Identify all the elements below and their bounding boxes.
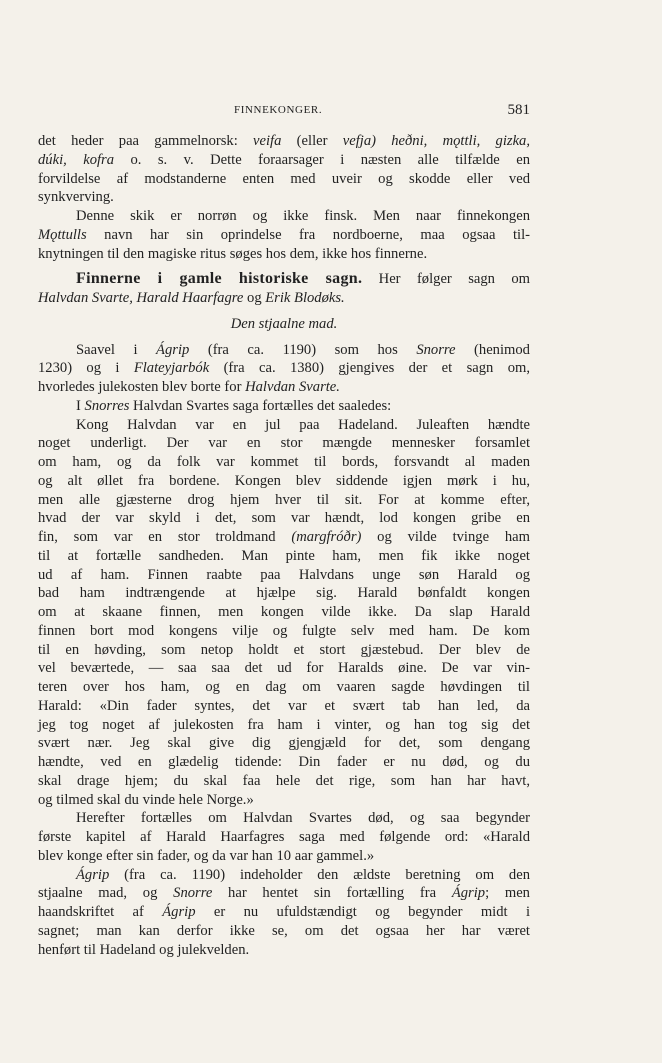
text-line — [38, 416, 530, 435]
text-segment: Herefter fortælles om Halvdan Svartes død, og saa begynder — [76, 810, 530, 827]
italic-text: Den stjaalne mad. — [230, 315, 338, 332]
text-line — [38, 289, 530, 308]
text-line — [38, 828, 530, 847]
text-segment: (henimod — [455, 341, 530, 358]
italic-text: (margfróðr) — [291, 529, 362, 545]
text-segment: vel beværtede, — saa saa det ud for Haralds øine. De var vin- — [38, 660, 530, 677]
italic-text: Ágrip — [156, 341, 190, 358]
text-line — [38, 472, 530, 491]
text-segment: ud af ham. Finnen raabte paa Halvdans unge søn Harald og — [38, 566, 530, 583]
italic-text: Ágrip — [162, 904, 196, 920]
text-segment: om at skaane finnen, men kongen vilde ikke. Da slap Harald — [38, 604, 530, 620]
text-line — [38, 659, 530, 678]
text-line — [38, 547, 530, 566]
text-line — [38, 753, 530, 772]
text-segment: bad ham indtrængende at hjælpe sig. Harald bønfaldt kongen — [38, 585, 530, 602]
text-segment: navn har sin oprindelse fra nordboerne, maa ogsaa til- — [86, 226, 530, 243]
text-line — [38, 491, 530, 510]
text-line — [38, 866, 530, 885]
text-segment: haandskriftet af — [38, 904, 163, 920]
italic-text: Halvdan Svarte, Harald Haarfagre — [38, 290, 244, 306]
text-line — [38, 941, 530, 960]
text-line — [38, 697, 530, 716]
text-line — [38, 397, 530, 416]
page-header — [38, 104, 530, 122]
italic-text: vefja) heðni, mǫttli, gizka, — [342, 133, 530, 149]
text-segment: hændte, ved en glædelig tidende: Din fader er nu død, og du — [38, 754, 530, 770]
text-line — [38, 584, 530, 603]
text-segment: om ham, og da folk var kommet til bords, forsvandt al maden — [38, 454, 530, 470]
text-line — [38, 315, 530, 334]
text-line — [38, 341, 530, 360]
text-segment: skal drage hjem; du skal faa hele det rige, som han har havt, — [38, 772, 530, 789]
text-segment: finnen bort mod kongens vilje og fulgte selv med ham. De kom — [38, 622, 530, 639]
text-segment: første kapitel af Harald Haarfagres saga med følgende ord: «Harald — [38, 829, 530, 845]
text-line — [38, 716, 530, 735]
italic-text: Mǫttulls — [38, 226, 87, 243]
text-line — [38, 641, 530, 660]
text-segment: henført til Hadeland og julekvelden. — [38, 941, 250, 958]
text-segment: hvad der var skyld i det, som var hændt, lod kongen gribe en — [38, 510, 530, 527]
text-segment: Saavel i — [76, 341, 157, 358]
text-line — [38, 132, 530, 151]
text-segment: teren over hos ham, og en dag om vaaren sagde høvdingen til — [38, 679, 530, 695]
text-segment: og — [243, 290, 266, 306]
italic-text: dúki, kofra — [38, 151, 115, 168]
text-line — [38, 226, 530, 245]
text-line — [38, 528, 530, 547]
text-segment: synkverving. — [38, 189, 114, 206]
text-segment: til en høvding, som netop holdt et stort gjæstebud. Der blev de — [38, 641, 530, 658]
text-segment: blev konge efter sin fader, og da var han 10 aar gammel.» — [38, 847, 375, 864]
text-line — [38, 188, 530, 207]
text-segment: noget underligt. Der var en stor mængde mennesker forsamlet — [38, 435, 530, 452]
text-segment: jeg tog noget af julekosten fra ham i vinter, og han tog sig det — [38, 716, 530, 733]
italic-text: Snorre — [173, 885, 213, 902]
text-segment: 1230) og i — [38, 360, 134, 377]
text-line — [38, 922, 530, 941]
text-segment: stjaalne mad, og — [38, 885, 174, 902]
text-segment: (fra ca. 1380) gjengives der et sagn om, — [209, 360, 530, 377]
text-segment: I — [76, 397, 85, 414]
text-segment: fin, som var en stor troldmand — [38, 529, 292, 545]
text-line — [38, 603, 530, 622]
text-line — [38, 170, 530, 189]
text-line — [38, 772, 530, 791]
text-line — [38, 270, 530, 289]
text-line — [38, 809, 530, 828]
text-segment: (fra ca. 1190) indeholder den ældste beretning om den — [109, 866, 530, 883]
italic-text: Ágrip — [76, 866, 110, 883]
text-segment: det heder paa gammelnorsk: — [38, 133, 254, 149]
text-segment: hvorledes julekosten blev borte for — [38, 379, 246, 395]
text-line — [38, 359, 530, 378]
text-line — [38, 207, 530, 226]
text-segment: sagnet; man kan derfor ikke se, om det ogsaa her har været — [38, 922, 530, 939]
text-segment: Halvdan Svartes saga fortælles det saaledes: — [129, 397, 392, 414]
text-segment: men alle gjæsterne drog hjem hver til sit. For at komme efter, — [38, 491, 530, 508]
italic-text: Flateyjarbók — [133, 360, 210, 377]
text-line — [38, 151, 530, 170]
text-line — [38, 847, 530, 866]
text-segment: Kong Halvdan var en jul paa Hadeland. Juleaften hændte — [76, 416, 530, 433]
text-line — [38, 903, 530, 922]
text-segment: og alt øllet fra bordene. Kongen blev siddende igjen mørk i hu, — [38, 472, 530, 489]
text-segment: er nu ufuldstændigt og begynder midt i — [195, 904, 530, 920]
text-segment: o. s. v. Dette foraarsager i næsten alle tilfælde en — [114, 151, 530, 168]
text-segment: Harald: «Din fader syntes, det var et svært tab han led, da — [38, 697, 530, 714]
text-segment: Denne skik er norrøn og ikke finsk. Men naar finnekongen — [76, 208, 530, 224]
text-line — [38, 566, 530, 585]
text-line — [38, 378, 530, 397]
italic-text: Snorres — [84, 397, 130, 414]
text-segment: (fra ca. 1190) som hos — [189, 341, 417, 358]
text-line — [38, 791, 530, 810]
text-segment: og tilmed skal du vinde hele Norge.» — [38, 791, 254, 808]
text-segment: til at fortælle sandheden. Man pinte ham, men fik ikke noget — [38, 547, 530, 564]
text-segment: (eller — [281, 133, 343, 149]
text-line — [38, 245, 530, 264]
text-line — [38, 678, 530, 697]
running-head: FINNEKONGER. — [234, 104, 323, 116]
text-line — [38, 884, 530, 903]
text-segment: Her følger sagn om — [362, 271, 530, 288]
text-line — [38, 622, 530, 641]
body-text — [38, 132, 530, 959]
section-heading: Finnerne i gamle historiske sagn. — [76, 270, 363, 288]
text-segment: har hentet sin fortælling fra — [212, 885, 452, 902]
text-segment: forvildelse af modstanderne enten med uveir og skodde eller ved — [38, 170, 530, 187]
italic-text: Ágrip — [451, 885, 486, 902]
italic-text: Halvdan Svarte. — [245, 379, 340, 395]
italic-text: Snorre — [416, 341, 456, 358]
italic-text: Erik Blodøks. — [265, 290, 345, 306]
text-segment: knytningen til den magiske ritus søges hos dem, ikke hos finnerne. — [38, 245, 428, 262]
page-number: 581 — [507, 102, 530, 118]
text-line — [38, 509, 530, 528]
text-line — [38, 434, 530, 453]
italic-text: veifa — [253, 133, 282, 149]
text-segment: og vilde tvinge ham — [361, 529, 530, 545]
text-segment: ; men — [485, 885, 530, 902]
text-line — [38, 734, 530, 753]
text-segment: svært nær. Jeg skal give dig gjengjæld for det, som dengang — [38, 735, 530, 752]
text-line — [38, 453, 530, 472]
